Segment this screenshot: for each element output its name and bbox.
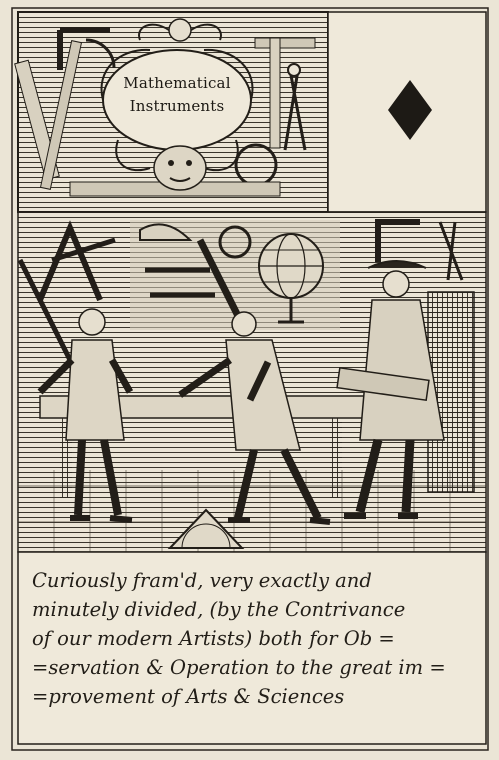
caption-line: of our modern Artists) both for Ob =: [32, 627, 395, 650]
caption-line: =servation & Operation to the great im =: [32, 656, 446, 679]
card-title-line2: Instruments: [129, 97, 225, 115]
workshop-scene: [18, 212, 486, 552]
caption-line: Curiously fram'd, very exactly and: [32, 569, 372, 592]
caption-text: [32, 566, 482, 711]
caption-line: =provement of Arts & Sciences: [32, 685, 345, 708]
suit-panel: [328, 12, 486, 212]
caption-line: minutely divided, (by the Contrivance: [32, 598, 406, 621]
card-title-line1: Mathematical: [123, 74, 231, 92]
